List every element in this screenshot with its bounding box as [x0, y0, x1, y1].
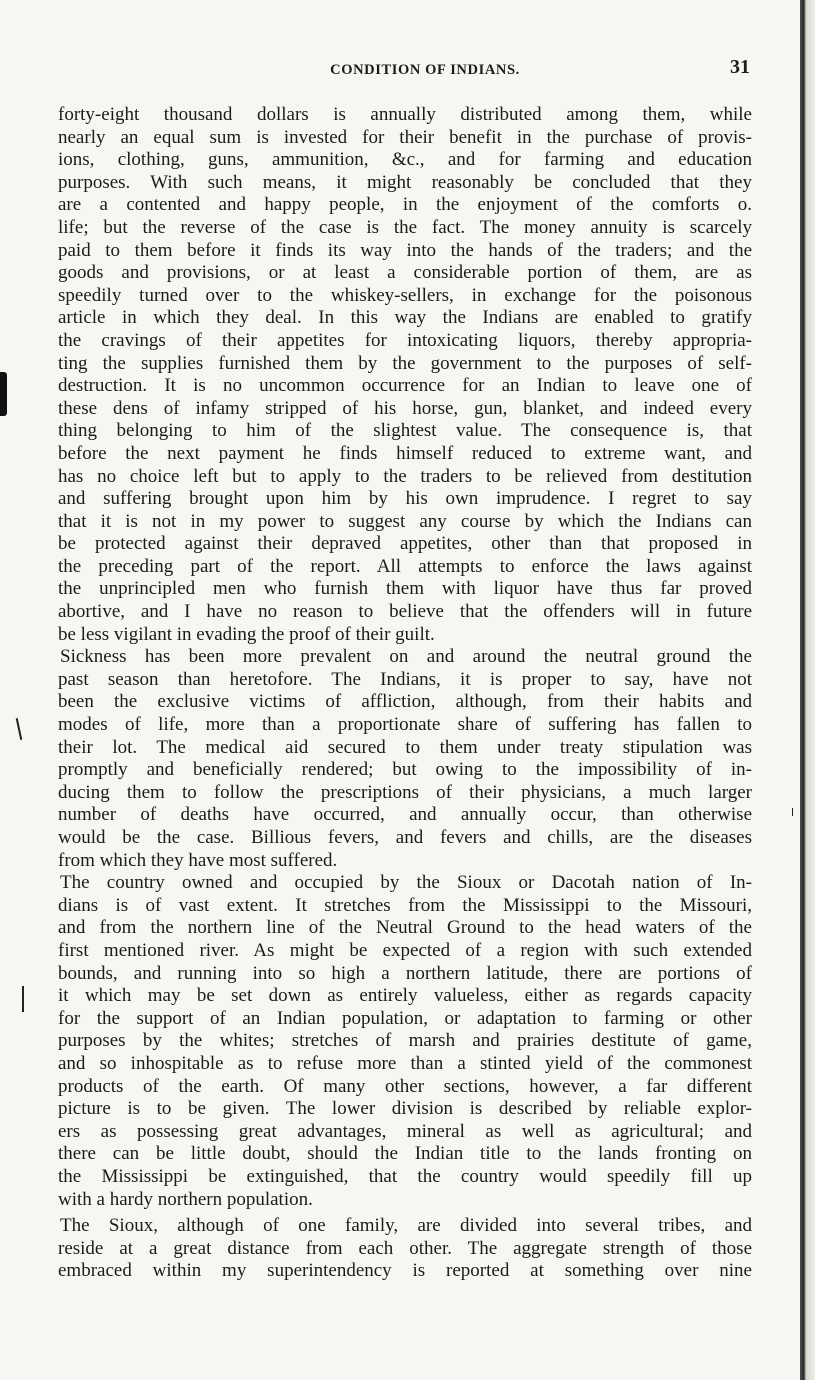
text-line: paid to them before it finds its way into the hands of the traders; and the	[58, 239, 752, 261]
text-line: these dens of infamy stripped of his horse, gun, blanket, and indeed every	[58, 397, 752, 419]
text-line: Sickness has been more prevalent on and around the neutral ground the	[60, 646, 752, 668]
text-line: from which they have most suffered.	[58, 849, 338, 871]
page-number: 31	[730, 56, 750, 78]
text-line: number of deaths have occurred, and annually occur, than otherwise	[58, 804, 752, 826]
body-text	[58, 104, 752, 1283]
text-line: reside at a great distance from each other. The aggregate strength of those	[58, 1237, 752, 1259]
paragraph	[58, 1215, 752, 1283]
text-line: ting the supplies furnished them by the government to the purposes of self-	[58, 352, 752, 374]
text-line: life; but the reverse of the case is the fact. The money annuity is scarcely	[58, 216, 752, 238]
text-line: forty-eight thousand dollars is annually distributed among them, while	[58, 104, 752, 125]
text-line: and suffering brought upon him by his own imprudence. I regret to say	[58, 488, 752, 510]
text-line: their lot. The medical aid secured to them under treaty stipulation was	[58, 736, 752, 758]
text-line: and so inhospitable as to refuse more than a stinted yield of the commonest	[58, 1052, 752, 1074]
text-line: the unprincipled men who furnish them with liquor have thus far proved	[58, 578, 752, 600]
text-line: article in which they deal. In this way the Indians are enabled to gratify	[58, 307, 752, 329]
text-line: goods and provisions, or at least a considerable portion of them, are as	[58, 262, 752, 284]
text-line: thing belonging to him of the slightest value. The consequence is, that	[58, 420, 752, 442]
text-line: that it is not in my power to suggest any course by which the Indians can	[58, 510, 752, 532]
text-line: dians is of vast extent. It stretches from the Mississippi to the Missouri,	[58, 894, 752, 916]
text-line: embraced within my superintendency is reported at something over nine	[58, 1260, 752, 1282]
text-line: with a hardy northern population.	[58, 1188, 313, 1210]
text-line: been the exclusive victims of affliction, although, from their habits and	[58, 691, 752, 713]
text-line: there can be little doubt, should the Indian title to the lands fronting on	[58, 1143, 752, 1165]
paragraph	[58, 872, 752, 1211]
text-line: ducing them to follow the prescriptions of their physicians, a much larger	[58, 781, 752, 803]
text-line: past season than heretofore. The Indians, it is proper to say, have not	[58, 668, 752, 690]
binding-mark	[0, 372, 7, 416]
text-line: modes of life, more than a proportionate share of suffering has fallen to	[58, 714, 752, 736]
text-line: the cravings of their appetites for intoxicating liquors, thereby appropria-	[58, 329, 752, 351]
text-line: The country owned and occupied by the Sioux or Dacotah nation of In-	[60, 872, 752, 894]
paragraph	[58, 104, 752, 646]
text-line: speedily turned over to the whiskey-sellers, in exchange for the poisonous	[58, 284, 752, 306]
running-head	[60, 56, 790, 86]
text-line: the Mississippi be extinguished, that the country would speedily fill up	[58, 1165, 752, 1187]
text-line: for the support of an Indian population, or adaptation to farming or other	[58, 1007, 752, 1029]
text-line: destruction. It is no uncommon occurrence for an Indian to leave one of	[58, 375, 752, 397]
text-line: products of the earth. Of many other sections, however, a far different	[58, 1075, 752, 1097]
text-line: and from the northern line of the Neutral Ground to the head waters of the	[58, 917, 752, 939]
text-line: the preceding part of the report. All attempts to enforce the laws against	[58, 555, 752, 577]
paragraph	[58, 646, 752, 872]
margin-mark	[792, 808, 793, 816]
text-line: be less vigilant in evading the proof of their guilt.	[58, 623, 435, 645]
text-line: has no choice left but to apply to the traders to be relieved from destitution	[58, 465, 752, 487]
text-line: first mentioned river. As might be expected of a region with such extended	[58, 939, 752, 961]
text-line: ions, clothing, guns, ammunition, &c., and for farming and education	[58, 149, 752, 171]
margin-mark	[22, 986, 24, 1012]
text-line: promptly and beneficially rendered; but owing to the impossibility of in-	[58, 759, 752, 781]
text-line: The Sioux, although of one family, are divided into several tribes, and	[60, 1215, 752, 1237]
running-head-title: CONDITION OF INDIANS.	[330, 62, 520, 78]
text-line: nearly an equal sum is invested for their benefit in the purchase of provis-	[58, 126, 752, 148]
text-line: before the next payment he finds himself reduced to extreme want, and	[58, 442, 752, 464]
text-line: ers as possessing great advantages, mineral as well as agricultural; and	[58, 1120, 752, 1142]
text-line: abortive, and I have no reason to believe that the offenders will in future	[58, 601, 752, 623]
text-line: bounds, and running into so high a northern latitude, there are portions of	[58, 962, 752, 984]
text-line: are a contented and happy people, in the enjoyment of the comforts o.	[58, 194, 752, 216]
text-line: be protected against their depraved appetites, other than that proposed in	[58, 533, 752, 555]
page-edge-right	[800, 0, 815, 1380]
text-line: purposes by the whites; stretches of marsh and prairies destitute of game,	[58, 1030, 752, 1052]
text-line: would be the case. Billious fevers, and fevers and chills, are the diseases	[58, 827, 752, 848]
text-line: it which may be set down as entirely valueless, either as regards capacity	[58, 985, 752, 1007]
text-line: picture is to be given. The lower division is described by reliable explor-	[58, 1098, 752, 1120]
text-line: purposes. With such means, it might reasonably be concluded that they	[58, 171, 752, 193]
